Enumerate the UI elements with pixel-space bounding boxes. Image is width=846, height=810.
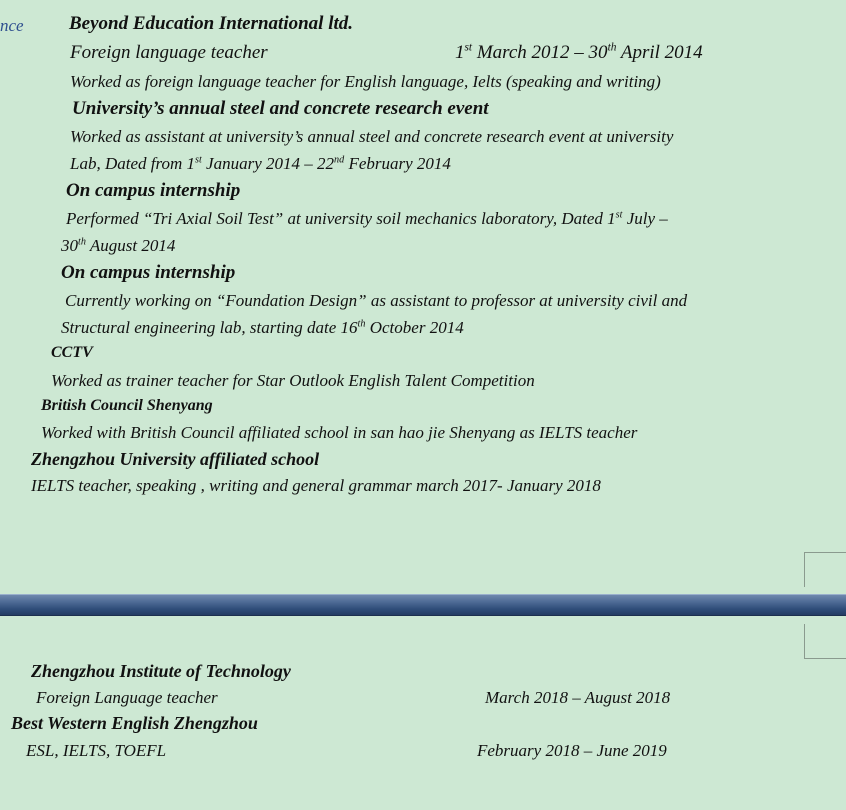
org-name: CCTV [51, 344, 93, 361]
job-description: Performed “Tri Axial Soil Test” at university soil mechanics laboratory, Dated 1st July – [66, 209, 668, 228]
job-description: Structural engineering lab, starting date 16th October 2014 [61, 318, 464, 337]
job-description: Worked with British Council affiliated school in san hao jie Shenyang as IELTS teacher [41, 423, 638, 442]
job-description: Worked as foreign language teacher for English language, Ielts (speaking and writing) [70, 72, 661, 91]
job-description: Worked as trainer teacher for Star Outlook English Talent Competition [51, 371, 535, 390]
job-description: 30th August 2014 [61, 236, 176, 255]
date-range: March 2018 – August 2018 [485, 688, 671, 707]
section-heading-cut: nce [0, 16, 24, 35]
org-name: British Council Shenyang [41, 397, 213, 414]
job-description: Worked as assistant at university’s annual steel and concrete research event at university [70, 127, 674, 146]
date-range: February 2018 – June 2019 [477, 741, 667, 760]
org-name: Zhengzhou Institute of Technology [31, 661, 291, 681]
org-name: Best Western English Zhengzhou [11, 713, 258, 733]
page-break-bar [0, 594, 846, 616]
org-name: University’s annual steel and concrete research event [72, 98, 489, 119]
job-role: Foreign Language teacher [36, 688, 218, 707]
org-name: Zhengzhou University affiliated school [31, 449, 320, 469]
job-description: Lab, Dated from 1st January 2014 – 22nd February 2014 [70, 154, 451, 173]
org-name: On campus internship [66, 180, 241, 201]
page-corner-mark [804, 552, 846, 587]
job-description: IELTS teacher, speaking , writing and general grammar march 2017- January 2018 [31, 476, 601, 495]
job-role: ESL, IELTS, TOEFL [26, 741, 167, 760]
org-name: Beyond Education International ltd. [69, 13, 353, 34]
org-name: On campus internship [61, 262, 236, 283]
job-description: Currently working on “Foundation Design” as assistant to professor at university civil and [65, 291, 688, 310]
date-range: 1st March 2012 – 30th April 2014 [455, 41, 703, 63]
page-corner-mark [804, 624, 846, 659]
job-role: Foreign language teacher [70, 42, 268, 63]
